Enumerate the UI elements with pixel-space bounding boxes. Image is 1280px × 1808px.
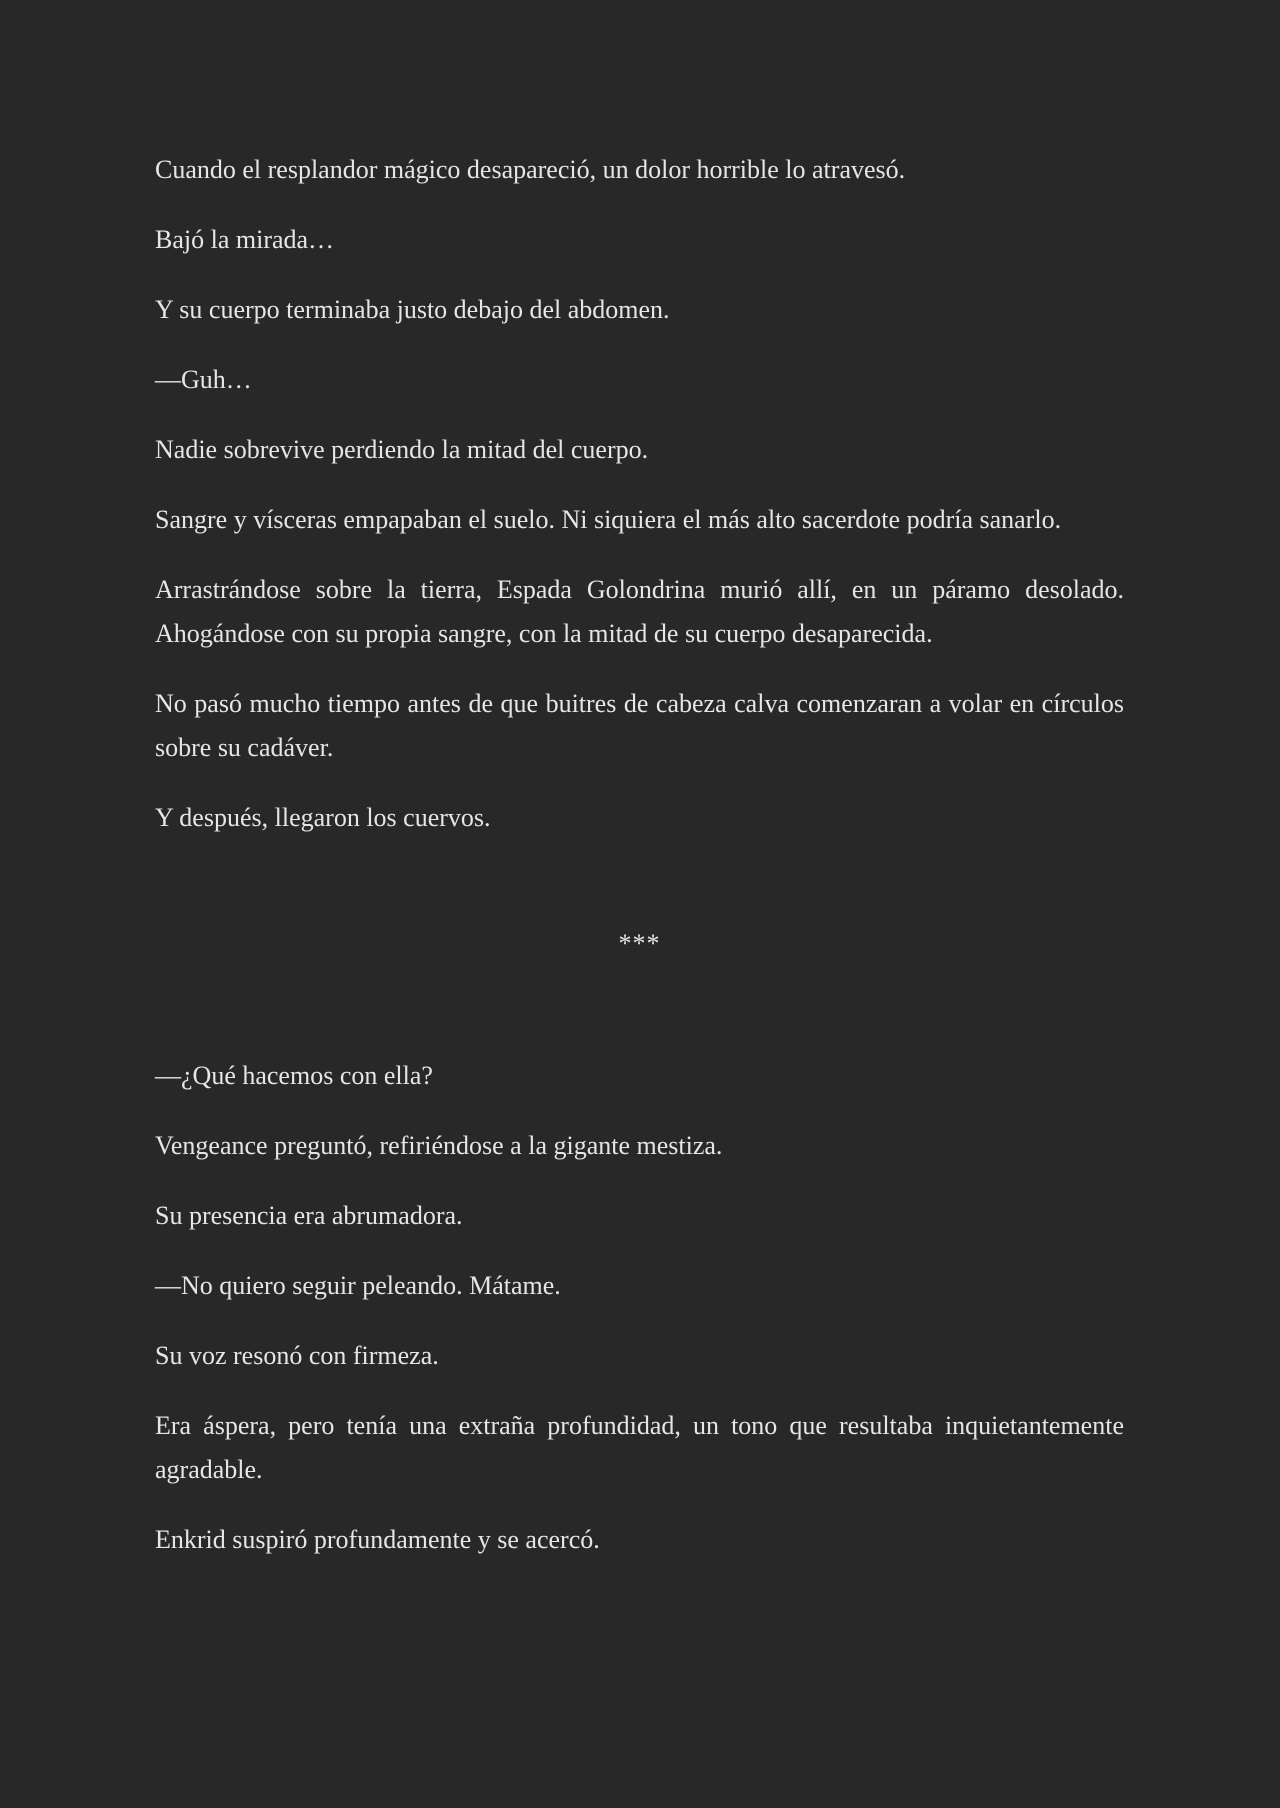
paragraph: Enkrid suspiró profundamente y se acercó. (155, 1525, 600, 1554)
paragraph: Vengeance preguntó, refiriéndose a la gigante mestiza. (155, 1131, 723, 1160)
paragraph: Arrastrándose sobre la tierra, Espada Golondrina murió allí, en un páramo desolado. Ahogándose con su propia sangre, con la mitad de su cuerpo desaparecida. (155, 575, 1124, 648)
scene-break: *** (618, 929, 661, 958)
paragraph: Su voz resonó con firmeza. (155, 1341, 439, 1370)
chapter-text (155, 148, 1124, 1588)
paragraph: Era áspera, pero tenía una extraña profundidad, un tono que resultaba inquietantemente agradable. (155, 1411, 1124, 1484)
paragraph: Y después, llegaron los cuervos. (155, 803, 491, 832)
paragraph: Su presencia era abrumadora. (155, 1201, 463, 1230)
paragraph: Bajó la mirada… (155, 225, 335, 254)
paragraph: Sangre y vísceras empapaban el suelo. Ni siquiera el más alto sacerdote podría sanarlo. (155, 505, 1062, 534)
dialogue-paragraph: —¿Qué hacemos con ella? (155, 1061, 433, 1090)
paragraph: No pasó mucho tiempo antes de que buitres de cabeza calva comenzaran a volar en círculos sobre su cadáver. (155, 689, 1124, 762)
paragraph: Y su cuerpo terminaba justo debajo del abdomen. (155, 295, 670, 324)
paragraph: Cuando el resplandor mágico desapareció, un dolor horrible lo atravesó. (155, 155, 906, 184)
dialogue-paragraph: —No quiero seguir peleando. Mátame. (155, 1271, 561, 1300)
paragraph: Nadie sobrevive perdiendo la mitad del cuerpo. (155, 435, 649, 464)
dialogue-paragraph: —Guh… (155, 365, 252, 394)
